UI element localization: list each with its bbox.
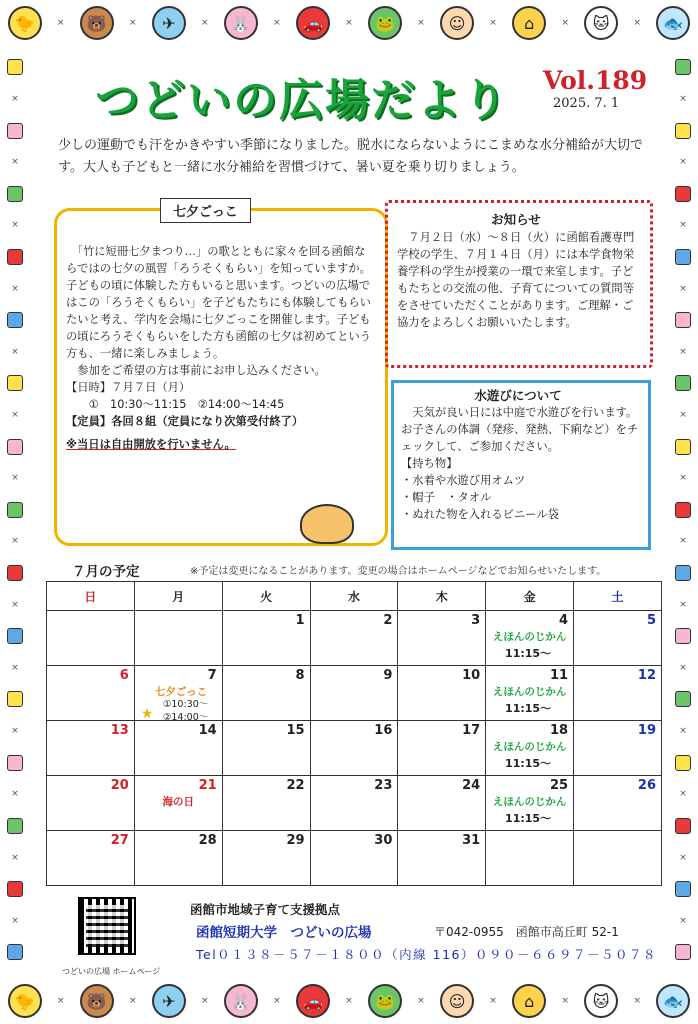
calendar-day <box>310 666 398 721</box>
items-label: 【持ち物】 <box>401 457 458 470</box>
bear-icon: 🐻 <box>80 984 114 1018</box>
x-mark: × <box>679 852 687 863</box>
block-icon <box>675 312 691 328</box>
calendar-day <box>398 611 486 666</box>
x-mark: × <box>679 283 687 294</box>
x-mark: × <box>273 18 281 28</box>
x-mark: × <box>679 410 687 420</box>
cat-icon: 🐱 <box>584 6 618 40</box>
x-mark: × <box>489 996 497 1006</box>
tanabata-apply: 参加をご希望の方は事前にお申し込みください。 <box>66 364 326 377</box>
calendar-week <box>47 611 662 666</box>
block-icon <box>7 565 23 581</box>
block-icon <box>675 691 691 707</box>
day-number: 8 <box>295 668 305 683</box>
calendar-day <box>486 611 574 666</box>
frog-icon: 🐸 <box>368 984 402 1018</box>
rabbit-icon: 🐰 <box>224 984 258 1018</box>
tanabata-time-1: ①10:30～ <box>162 699 209 710</box>
day-number: 16 <box>374 723 393 738</box>
calendar-day <box>222 831 310 886</box>
x-mark: × <box>11 157 19 168</box>
block-icon <box>7 249 23 265</box>
x-mark: × <box>417 18 425 28</box>
calendar-day <box>310 776 398 831</box>
x-mark: × <box>11 93 19 104</box>
block-icon <box>7 628 23 644</box>
weekday-sun: 日 <box>47 582 135 611</box>
calendar-day <box>574 776 662 831</box>
day-number: 10 <box>462 668 481 683</box>
block-icon <box>7 123 23 139</box>
x-mark: × <box>11 852 19 863</box>
ehon-time: 11:15～ <box>505 812 552 825</box>
x-mark: × <box>11 410 19 420</box>
x-mark: × <box>11 915 19 926</box>
x-mark: × <box>679 726 687 737</box>
calendar-day <box>47 611 135 666</box>
house-icon: ⌂ <box>512 984 546 1018</box>
block-icon <box>675 375 691 391</box>
x-mark: × <box>633 996 642 1006</box>
ehon-time: 11:15～ <box>505 702 552 715</box>
day-number: 30 <box>374 833 393 848</box>
chick-icon: 🐤 <box>8 6 42 40</box>
day-number: 15 <box>286 723 305 738</box>
calendar-day <box>398 776 486 831</box>
x-mark: × <box>56 18 65 28</box>
x-mark: × <box>561 996 569 1006</box>
block-icon <box>675 439 691 455</box>
left-border <box>2 50 28 970</box>
tanabata-date: 【日時】７月７日（月） <box>66 381 191 394</box>
x-mark: × <box>345 996 353 1006</box>
day-number: 4 <box>559 613 569 628</box>
block-icon <box>675 123 691 139</box>
weekday-fri: 金 <box>486 582 574 611</box>
calendar-week <box>47 666 662 721</box>
block-icon <box>675 186 691 202</box>
x-mark: × <box>11 789 19 800</box>
calendar-day <box>574 721 662 776</box>
day-number: 6 <box>119 668 129 683</box>
schedule-title: ７月の予定 <box>72 564 140 580</box>
calendar-day <box>486 666 574 721</box>
day-number: 17 <box>462 723 481 738</box>
day-number: 28 <box>198 833 217 848</box>
ehon-event: えほんのじかん <box>492 796 567 808</box>
bottom-border <box>0 978 698 1024</box>
star-icon: ★ <box>140 706 154 722</box>
x-mark: × <box>11 599 19 610</box>
weekday-header <box>47 582 662 611</box>
block-icon <box>7 818 23 834</box>
item-0: ・水着や水遊び用オムツ <box>401 474 526 487</box>
x-mark: × <box>128 996 137 1006</box>
intro-text: 少しの運動でも汗をかきやすい季節になりました。脱水にならないようにこまめな水分補給が大切です。大人も子どもと一緒に水分補給を習慣づけて、暑い夏を乗り切りましょう。 <box>58 138 644 175</box>
block-icon <box>675 502 691 518</box>
block-icon <box>675 944 691 960</box>
calendar-day <box>222 611 310 666</box>
calendar-week <box>47 776 662 831</box>
block-icon <box>7 691 23 707</box>
block-icon <box>675 249 691 265</box>
day-number: 25 <box>549 778 569 793</box>
tanabata-event: 七夕ごっこ <box>154 686 208 698</box>
calendar-day <box>222 776 310 831</box>
cat-icon: 🐱 <box>584 984 618 1018</box>
weekday-mon: 月 <box>134 582 222 611</box>
day-number: 23 <box>374 778 393 793</box>
x-mark: × <box>633 18 642 28</box>
footer-org: 函館市地域子育て支援拠点 <box>190 902 341 917</box>
fishbowl-icon: 🐟 <box>656 6 690 40</box>
issue-date: 2025. 7. 1 <box>553 96 620 111</box>
day-number: 22 <box>286 778 305 793</box>
calendar-day <box>398 721 486 776</box>
x-mark: × <box>679 473 687 484</box>
day-number: 24 <box>462 778 481 793</box>
footer-tel: Tel０１３８－５７－１８００（内線 116）０９０－６６９７－５０７８ <box>196 947 658 962</box>
tanabata-times: ① 10:30～11:15 ②14:00～14:45 <box>66 398 285 411</box>
calendar-day <box>222 666 310 721</box>
tanabata-description: 「竹に短冊七夕まつり…」の歌とともに家々を回る函館ならではの七夕の風習「ろうそくもらい」を知っていますか。子どもの頃に体験した方もいると思います。つどいの広場ではこの「ろうそくもらい」を子どもたちにも体験してもらいたいと考え、学内を会場に七夕ごっこを開催します。子どもの頃にろうそくもらいをした方も函館の七夕は初めてという方も、一緒に楽しみましょう。 <box>66 245 372 360</box>
calendar-day <box>134 666 222 721</box>
day-number: 27 <box>110 833 129 848</box>
block-icon <box>7 944 23 960</box>
bear-icon: 🐻 <box>80 6 114 40</box>
block-icon <box>675 881 691 897</box>
calendar-day <box>222 721 310 776</box>
block-icon <box>7 312 23 328</box>
day-number: 29 <box>286 833 305 848</box>
block-icon <box>7 439 23 455</box>
x-mark: × <box>489 18 497 28</box>
block-icon <box>675 59 691 75</box>
chick-icon: 🐤 <box>8 984 42 1018</box>
calendar-day <box>398 666 486 721</box>
tanabata-title: 七夕ごっこ <box>160 198 251 223</box>
frog-icon: 🐸 <box>368 6 402 40</box>
day-number: 2 <box>383 613 393 628</box>
calendar-day <box>47 721 135 776</box>
footer-address: 〒042-0955 函館市高丘町 52-1 <box>434 925 619 939</box>
block-icon <box>7 502 23 518</box>
x-mark: × <box>201 996 209 1006</box>
day-number: 1 <box>295 613 305 628</box>
tanabata-body <box>66 243 372 453</box>
water-play-title: 水遊びについて <box>474 388 562 403</box>
ehon-event: えほんのじかん <box>492 741 567 753</box>
day-number: 19 <box>637 723 656 738</box>
child-icon: ☺ <box>440 984 474 1018</box>
x-mark: × <box>11 283 19 294</box>
weekday-sat: 土 <box>574 582 662 611</box>
holiday-label: 海の日 <box>162 796 195 808</box>
x-mark: × <box>561 18 569 28</box>
qr-code[interactable] <box>78 897 136 955</box>
x-mark: × <box>11 536 19 547</box>
tanabata-warning: ※当日は自由開放を行いません。 <box>66 438 236 451</box>
house-icon: ⌂ <box>512 6 546 40</box>
block-icon <box>675 565 691 581</box>
block-icon <box>675 755 691 771</box>
day-number: 26 <box>637 778 656 793</box>
day-number: 31 <box>462 833 481 848</box>
x-mark: × <box>11 346 19 357</box>
calendar-day <box>47 666 135 721</box>
calendar-day <box>310 611 398 666</box>
day-number: 11 <box>549 668 569 683</box>
calendar-week <box>47 721 662 776</box>
ehon-time: 11:15～ <box>505 757 552 770</box>
calendar-day <box>398 831 486 886</box>
calendar-day <box>310 831 398 886</box>
calendar-day <box>134 831 222 886</box>
calendar-day <box>134 776 222 831</box>
weekday-tue: 火 <box>222 582 310 611</box>
calendar-day <box>486 831 574 886</box>
calendar-day <box>486 721 574 776</box>
tanabata-capacity: 【定員】各回８組（定員になり次第受付終了） <box>66 415 304 428</box>
calendar-day <box>574 611 662 666</box>
block-icon <box>7 755 23 771</box>
x-mark: × <box>679 915 687 926</box>
calendar-day <box>134 721 222 776</box>
block-icon <box>7 59 23 75</box>
x-mark: × <box>11 662 19 673</box>
item-1: ・帽子 ・タオル <box>401 491 492 504</box>
schedule-note: ※予定は変更になることがあります。変更の場合はホームページなどでお知らせいたします。 <box>190 566 607 577</box>
notice-body: ７月２日（水）～８日（火）に函館看護専門学校の学生、７月１４日（月）には本学食物栄養学科の学生が授業の一環で来室します。子どもたちとの交流の他、子育てについての質問等をさせていただくことがあります。ご理解・ご協力をよろしくお願いいたします。 <box>397 231 635 329</box>
day-number: 18 <box>549 723 569 738</box>
calendar-day <box>574 831 662 886</box>
ehon-event: えほんのじかん <box>492 686 567 698</box>
day-number: 7 <box>207 668 217 683</box>
block-icon <box>675 818 691 834</box>
plane-icon: ✈ <box>152 6 186 40</box>
notice-title: お知らせ <box>491 212 541 227</box>
calendar-day <box>310 721 398 776</box>
calendar-day <box>486 776 574 831</box>
x-mark: × <box>679 536 687 547</box>
item-2: ・ぬれた物を入れるビニール袋 <box>401 508 559 521</box>
calendar <box>46 581 662 886</box>
ehon-time: 11:15～ <box>505 647 552 660</box>
x-mark: × <box>11 726 19 737</box>
ehon-event: えほんのじかん <box>492 631 567 643</box>
day-number: 20 <box>110 778 129 793</box>
calendar-week <box>47 831 662 886</box>
x-mark: × <box>345 18 353 28</box>
block-icon <box>7 186 23 202</box>
water-play-body <box>401 404 641 523</box>
tanabata-time-2: ②14:00～ <box>162 712 209 723</box>
qr-caption: つどいの広場 ホームページ <box>62 967 161 976</box>
child-icon: ☺ <box>440 6 474 40</box>
x-mark: × <box>679 346 687 357</box>
calendar-day <box>47 831 135 886</box>
water-play-description: 天気が良い日には中庭で水遊びを行います。お子さんの体調（発疹、発熱、下痢など）をチェックして、ご参加ください。 <box>401 406 639 453</box>
right-border <box>670 50 696 970</box>
x-mark: × <box>679 93 687 104</box>
fishbowl-icon: 🐟 <box>656 984 690 1018</box>
weekday-wed: 水 <box>310 582 398 611</box>
x-mark: × <box>679 789 687 800</box>
day-number: 12 <box>637 668 656 683</box>
block-icon <box>7 375 23 391</box>
day-number: 3 <box>471 613 481 628</box>
footer-name: 函館短期大学 つどいの広場 <box>196 925 372 941</box>
x-mark: × <box>56 996 65 1006</box>
x-mark: × <box>128 18 137 28</box>
x-mark: × <box>273 996 281 1006</box>
x-mark: × <box>679 599 687 610</box>
rabbit-icon: 🐰 <box>224 6 258 40</box>
x-mark: × <box>417 996 425 1006</box>
x-mark: × <box>11 220 19 231</box>
plane-icon: ✈ <box>152 984 186 1018</box>
block-icon <box>7 881 23 897</box>
calendar-day <box>47 776 135 831</box>
weekday-thu: 木 <box>398 582 486 611</box>
day-number: 21 <box>198 778 217 793</box>
newsletter-title: つどいの広場だより <box>95 75 509 126</box>
x-mark: × <box>201 18 209 28</box>
car-icon: 🚗 <box>296 6 330 40</box>
x-mark: × <box>679 220 687 231</box>
day-number: 13 <box>110 723 129 738</box>
children-illustration <box>300 504 354 544</box>
x-mark: × <box>679 662 687 673</box>
top-border <box>0 0 698 46</box>
block-icon <box>675 628 691 644</box>
x-mark: × <box>11 473 19 484</box>
calendar-day <box>574 666 662 721</box>
day-number: 14 <box>198 723 217 738</box>
qr-pattern <box>86 905 128 947</box>
volume-number: Vol.189 <box>543 66 648 95</box>
x-mark: × <box>679 157 687 168</box>
day-number: 5 <box>646 613 656 628</box>
car-icon: 🚗 <box>296 984 330 1018</box>
calendar-day <box>134 611 222 666</box>
day-number: 9 <box>383 668 393 683</box>
